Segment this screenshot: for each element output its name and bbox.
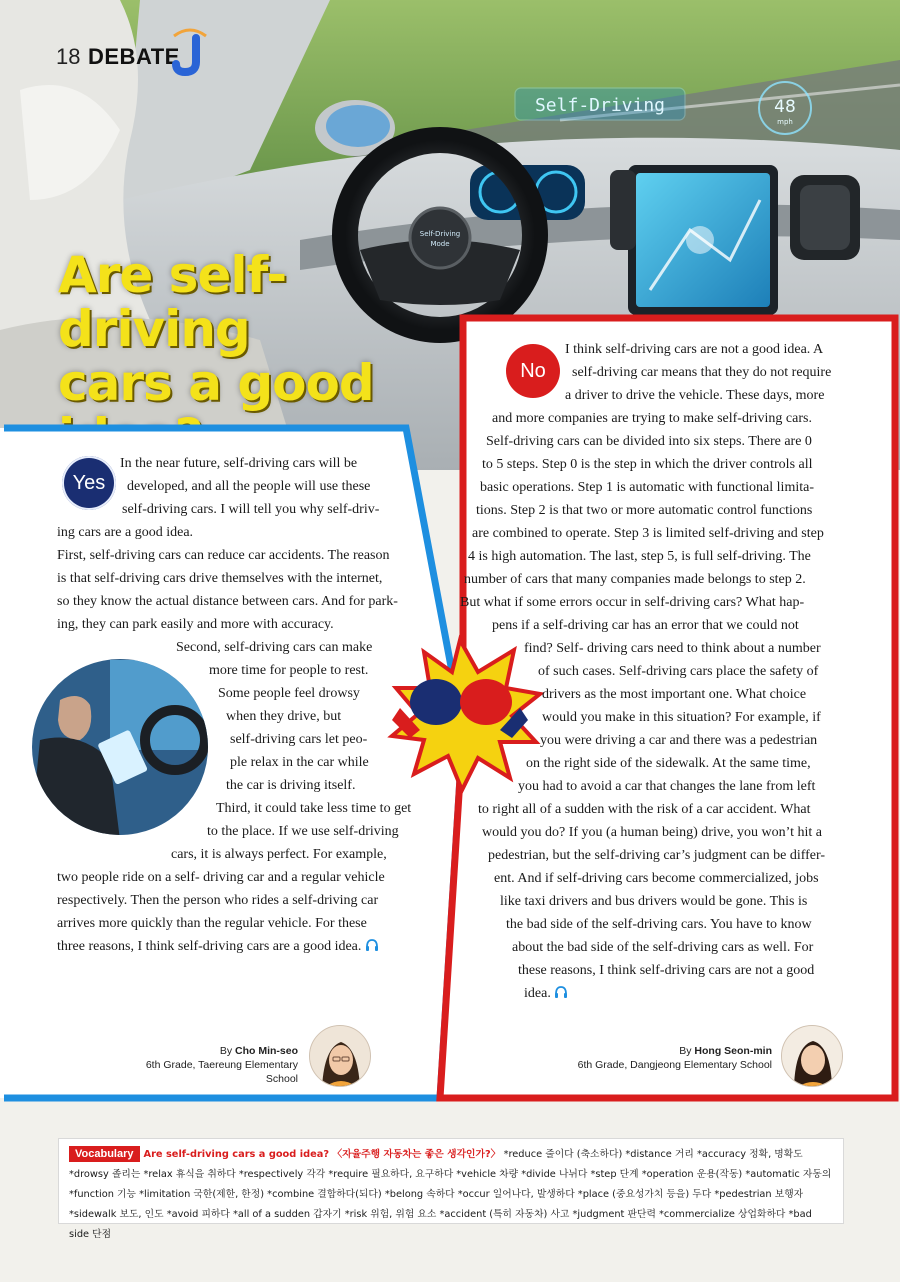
yes-line: First, self-driving cars can reduce car accidents. The reason bbox=[57, 548, 390, 563]
yes-badge: Yes bbox=[62, 456, 116, 510]
yes-author-avatar bbox=[309, 1025, 371, 1087]
no-line: basic operations. Step 1 is automatic with functional limita- bbox=[480, 480, 814, 495]
yes-line: self-driving cars let peo- bbox=[230, 732, 368, 747]
yes-line: ing, they can park easily and more with accuracy. bbox=[57, 617, 334, 632]
yes-line: when they drive, but bbox=[226, 709, 342, 724]
no-line: like taxi drivers and bus drivers would be gone. This is bbox=[500, 894, 808, 909]
yes-line: Second, self-driving cars can make bbox=[176, 640, 373, 655]
yes-byline-prefix: By bbox=[219, 1045, 235, 1057]
no-line: ent. And if self-driving cars become commercialized, jobs bbox=[494, 871, 819, 886]
vocabulary-title: Are self-driving cars a good idea? 〈자율주행 자동차는 좋은 생각인가?〉 bbox=[143, 1149, 501, 1160]
yes-school: 6th Grade, Taereung Elementary School bbox=[145, 1059, 298, 1085]
no-badge: No bbox=[506, 344, 560, 398]
no-author: Hong Seon-min bbox=[694, 1045, 772, 1057]
yes-line: ing cars are a good idea. bbox=[57, 525, 194, 540]
yes-line: In the near future, self-driving cars will be bbox=[120, 456, 358, 471]
no-line: are combined to operate. Step 3 is limited self-driving and step bbox=[472, 526, 824, 541]
no-line: you had to avoid a car that changes the lane from left bbox=[518, 779, 816, 794]
yes-line: ple relax in the car while bbox=[230, 755, 369, 770]
no-line: drivers as the most important one. What choice bbox=[542, 687, 807, 702]
yes-line: cars, it is always perfect. For example, bbox=[171, 847, 387, 862]
yes-line: respectively. Then the person who rides a self-driving car bbox=[57, 893, 379, 908]
no-line: 4 is high automation. The last, step 5, is full self-driving. The bbox=[468, 549, 811, 564]
yes-line: three reasons, I think self-driving cars are a good idea. bbox=[57, 939, 362, 954]
vocabulary-tag: Vocabulary bbox=[69, 1146, 140, 1162]
no-line: and more companies are trying to make self-driving cars. bbox=[492, 411, 812, 426]
no-line: you were driving a car and there was a pedestrian bbox=[540, 733, 818, 748]
no-line: Self-driving cars can be divided into six steps. There are 0 bbox=[486, 434, 812, 449]
no-line: the bad side of the self-driving cars. You have to know bbox=[506, 917, 812, 932]
yes-line: self-driving cars. I will tell you why self-driv- bbox=[122, 502, 380, 517]
yes-line: Some people feel drowsy bbox=[218, 686, 360, 701]
yes-line: is that self-driving cars drive themselves with the internet, bbox=[57, 571, 383, 586]
no-byline-prefix: By bbox=[679, 1045, 695, 1057]
no-line: pedestrian, but the self-driving car’s judgment can be differ- bbox=[488, 848, 826, 863]
page-number: 18 bbox=[56, 44, 81, 69]
headphone-audio-icon[interactable] bbox=[554, 985, 568, 999]
no-line: But what if some errors occur in self-driving cars? What hap- bbox=[460, 595, 805, 610]
no-author-avatar bbox=[781, 1025, 843, 1087]
yes-line: more time for people to rest. bbox=[209, 663, 369, 678]
no-line: to right all of a sudden with the risk of a car accident. What bbox=[478, 802, 811, 817]
no-line: would you make in this situation? For example, if bbox=[542, 710, 821, 725]
yes-line: so they know the actual distance between cars. And for park- bbox=[57, 594, 398, 609]
yes-line: to the place. If we use self-driving bbox=[207, 824, 399, 839]
no-line: find? Self- driving cars need to think about a number bbox=[524, 641, 821, 656]
girl-portrait-icon bbox=[310, 1026, 371, 1087]
no-byline bbox=[570, 1044, 772, 1072]
no-line: would you do? If you (a human being) drive, you won’t hit a bbox=[482, 825, 822, 840]
no-line: idea. bbox=[524, 986, 551, 1001]
no-line: of such cases. Self-driving cars place the safety of bbox=[538, 664, 819, 679]
title-line-2: cars a good bbox=[58, 354, 374, 412]
hud-self-driving-text: Self-Driving bbox=[534, 95, 666, 116]
yes-line: arrives more quickly than the regular vehicle. For these bbox=[57, 916, 367, 931]
no-line: I think self-driving cars are not a good idea. A bbox=[565, 342, 824, 357]
hud-speed-unit: mph bbox=[777, 118, 793, 126]
no-article-body bbox=[0, 338, 895, 1005]
section-label: DEBATE bbox=[88, 44, 180, 69]
vocabulary-box bbox=[58, 1138, 844, 1240]
yes-line: Third, it could take less time to get bbox=[216, 801, 412, 816]
yes-line: the car is driving itself. bbox=[226, 778, 356, 793]
no-line: on the right side of the sidewalk. At the same time, bbox=[526, 756, 811, 771]
yes-line: two people ride on a self- driving car and a regular vehicle bbox=[57, 870, 385, 885]
yes-byline bbox=[120, 1044, 298, 1086]
vocabulary-entries: *reduce 줄이다 (축소하다) *distance 거리 *accuracy 정확, 명확도 *drowsy 졸리는 *relax 휴식을 취하다 *respectively 각각 *require 필요하다, 요구하다 *vehicle 차량 *divide 나뉘다 *step 단계 *operation 운용(작동) *automatic 자동의 *function 기능 *limitation 국한(제한, 한정) *combine 결합하다(되다) *belong 속하다 *occur 일어나다, 발생하다 *place (중요성가치 등을) 두다 *pedestrian 보행자 *sidewalk 보도, 인도 *avoid 피하다 *all of a sudden 갑자기 *risk 위험, 위험 요소 *accident (특히 자동차) 사고 *judgment 판단력 *commercialize 상업화하다 *bad side 단점 bbox=[69, 1149, 832, 1240]
no-line: about the bad side of the self-driving cars as well. For bbox=[512, 940, 814, 955]
wheel-label-2: Mode bbox=[430, 240, 450, 248]
no-line: a driver to drive the vehicle. These days, more bbox=[565, 388, 825, 403]
wheel-label-1: Self-Driving bbox=[419, 230, 461, 238]
hud-speed: 48 bbox=[774, 97, 796, 117]
title-line-1: Are self-driving bbox=[58, 246, 287, 358]
no-line: tions. Step 2 is that two or more automatic control functions bbox=[476, 503, 813, 518]
no-line: these reasons, I think self-driving cars are not a good bbox=[518, 963, 815, 978]
yes-line: developed, and all the people will use these bbox=[127, 479, 371, 494]
no-line: to 5 steps. Step 0 is the step in which the driver controls all bbox=[482, 457, 813, 472]
no-line: number of cars that many companies made belongs to step 2. bbox=[464, 572, 806, 587]
yes-author: Cho Min-seo bbox=[235, 1045, 298, 1057]
no-school: 6th Grade, Dangjeong Elementary School bbox=[577, 1059, 772, 1071]
girl-portrait-icon bbox=[782, 1026, 843, 1087]
no-line: pens if a self-driving car has an error that we could not bbox=[492, 618, 799, 633]
no-line: self-driving car means that they do not require bbox=[572, 365, 832, 380]
